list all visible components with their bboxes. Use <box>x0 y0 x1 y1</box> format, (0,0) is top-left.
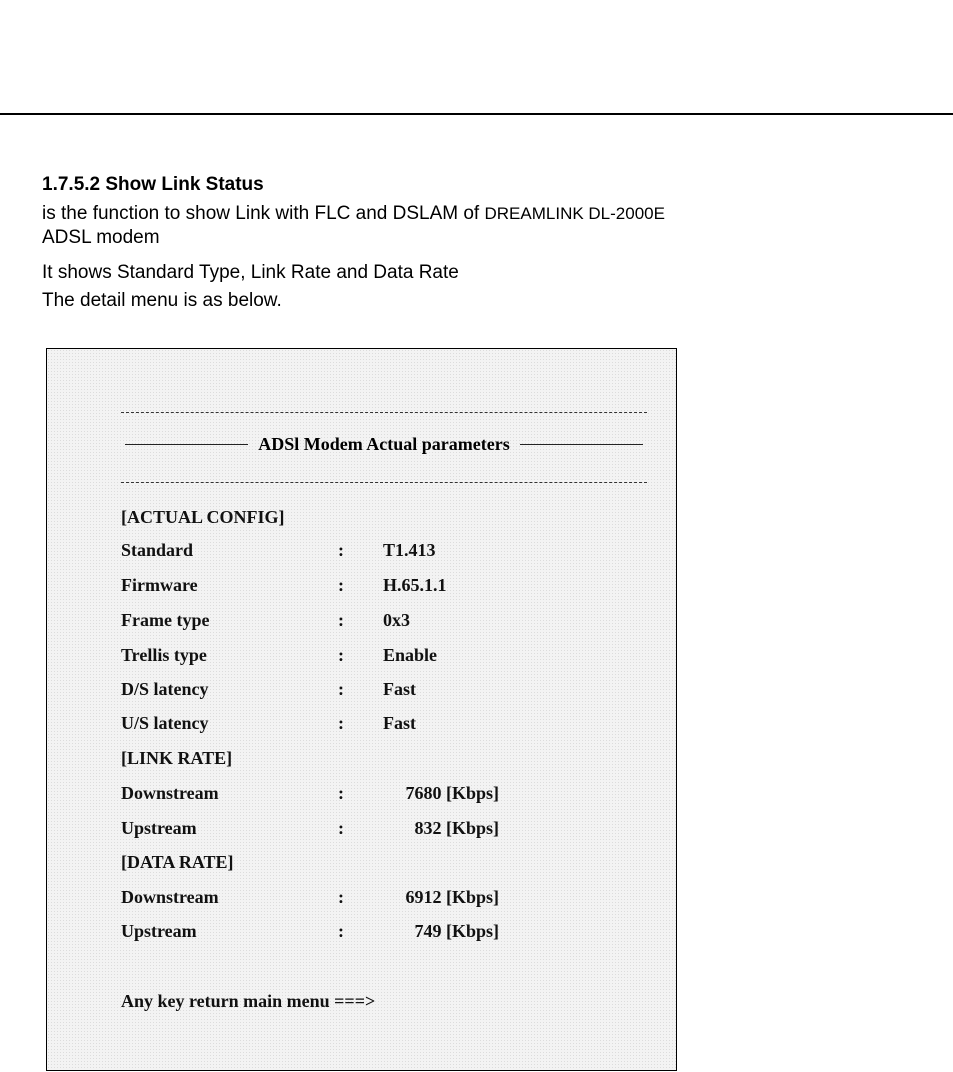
data-downstream-colon: : <box>338 887 344 907</box>
trellis-type-colon: : <box>338 645 344 665</box>
section-heading: 1.7.5.2 Show Link Status <box>42 174 264 195</box>
firmware-colon: : <box>338 575 344 595</box>
data-downstream-label: Downstream <box>121 887 219 907</box>
link-downstream-label: Downstream <box>121 783 219 803</box>
terminal-screenshot <box>46 348 677 1071</box>
title-dashes-left <box>125 444 248 445</box>
terminal-title: ADSl Modem Actual parameters <box>258 434 510 454</box>
us-latency-colon: : <box>338 713 344 733</box>
link-downstream-colon: : <box>338 783 344 803</box>
description-line-4: The detail menu is as below. <box>42 290 282 311</box>
return-main-menu-prompt[interactable]: Any key return main menu ===> <box>121 991 376 1011</box>
us-latency-label: U/S latency <box>121 713 209 733</box>
link-rate-section-header: [LINK RATE] <box>121 748 233 768</box>
firmware-value: H.65.1.1 <box>383 575 447 595</box>
frame-type-colon: : <box>338 610 344 630</box>
trellis-type-value: Enable <box>383 645 438 665</box>
product-name: DREAMLINK DL-2000E <box>484 204 665 223</box>
firmware-label: Firmware <box>121 575 198 595</box>
us-latency-value: Fast <box>383 713 416 733</box>
data-rate-section-header: [DATA RATE] <box>121 852 234 872</box>
terminal-divider-top <box>121 412 647 413</box>
standard-label: Standard <box>121 540 194 560</box>
standard-colon: : <box>338 540 344 560</box>
terminal-divider-bottom <box>121 482 647 483</box>
description-line-1 <box>42 203 665 225</box>
config-section-header: [ACTUAL CONFIG] <box>121 507 285 527</box>
data-downstream-value: 6912 [Kbps] <box>405 887 499 907</box>
link-downstream-value: 7680 [Kbps] <box>405 783 499 803</box>
title-dashes-right <box>520 444 643 445</box>
terminal-title-row <box>121 434 647 455</box>
description-line-2: ADSL modem <box>42 227 160 248</box>
frame-type-label: Frame type <box>121 610 210 630</box>
link-upstream-value: 832 [Kbps] <box>414 818 499 838</box>
description-line-1-text: is the function to show Link with FLC and DSLAM of <box>42 203 485 224</box>
data-upstream-colon: : <box>338 921 344 941</box>
top-rule <box>0 113 953 115</box>
data-upstream-label: Upstream <box>121 921 197 941</box>
trellis-type-label: Trellis type <box>121 645 207 665</box>
ds-latency-value: Fast <box>383 679 416 699</box>
link-upstream-colon: : <box>338 818 344 838</box>
frame-type-value: 0x3 <box>383 610 410 630</box>
link-upstream-label: Upstream <box>121 818 197 838</box>
description-line-3: It shows Standard Type, Link Rate and Data Rate <box>42 262 459 283</box>
data-upstream-value: 749 [Kbps] <box>414 921 499 941</box>
ds-latency-label: D/S latency <box>121 679 209 699</box>
ds-latency-colon: : <box>338 679 344 699</box>
standard-value: T1.413 <box>383 540 436 560</box>
